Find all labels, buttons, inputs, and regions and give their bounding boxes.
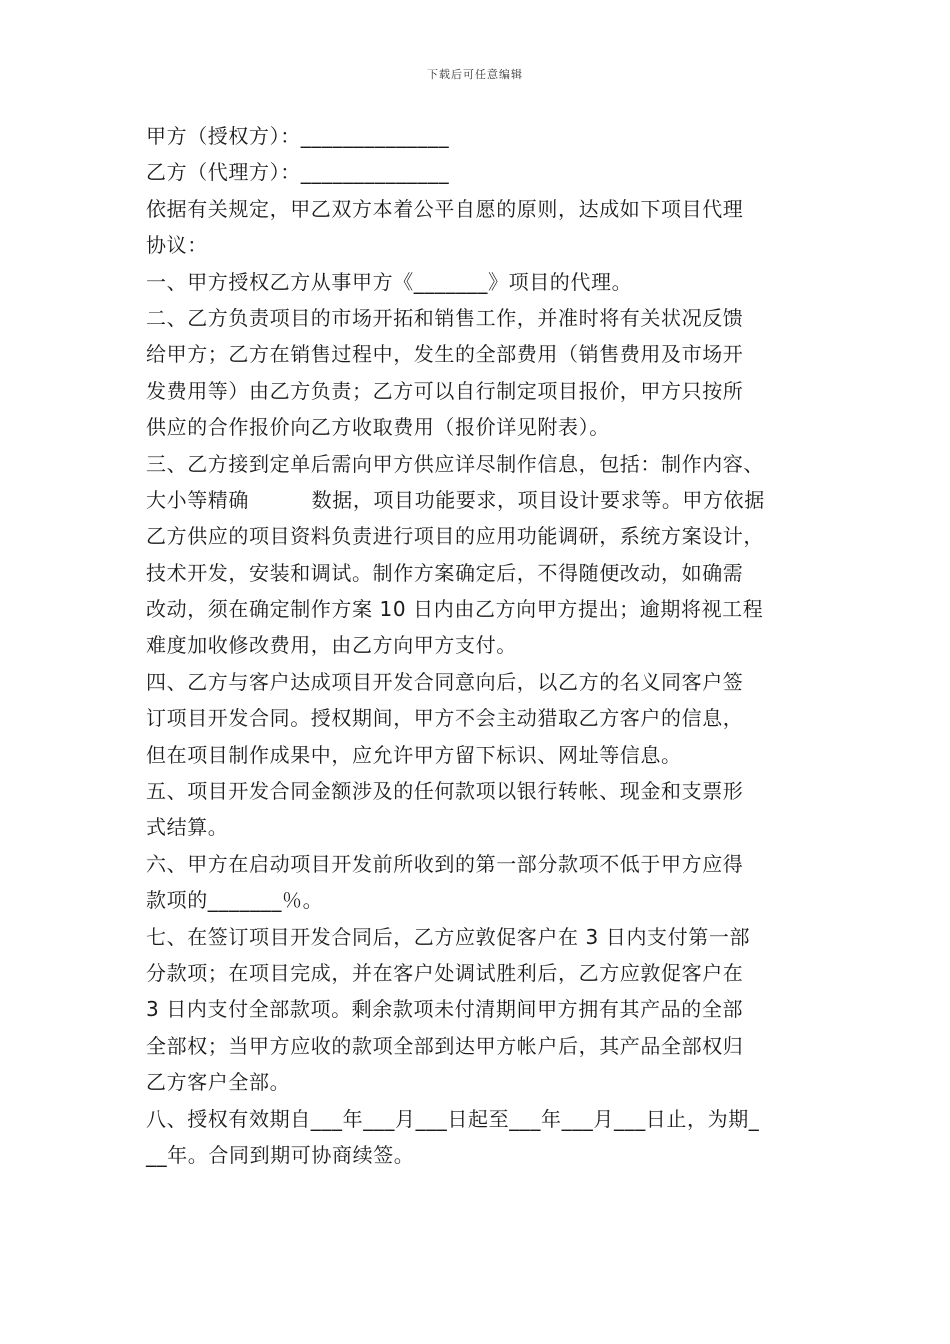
clause-6-line-2: 款项的_______％。	[146, 888, 324, 913]
clause-2-line-1: 二、乙方负责项目的市场开拓和销售工作，并准时将有关状况反馈	[146, 305, 744, 330]
clause-5-line-1: 五、项目开发合同金额涉及的任何款项以银行转帐、现金和支票形	[146, 779, 744, 804]
clause-2-line-2: 给甲方；乙方在销售过程中，发生的全部费用（销售费用及市场开	[146, 342, 744, 367]
clause-3-line-3: 乙方供应的项目资料负责进行项目的应用功能调研，系统方案设计，	[146, 524, 764, 549]
clause-3-line-4: 技术开发，安装和调试。制作方案确定后，不得随便改动，如确需	[146, 560, 744, 585]
clause-8-line-2: __年。合同到期可协商续签。	[146, 1142, 415, 1167]
clause-7-line-2: 分款项；在项目完成，并在客户处调试胜利后，乙方应敦促客户在	[146, 960, 744, 985]
clause-7-line-4: 全部权；当甲方应收的款项全部到达甲方帐户后，其产品全部权归	[146, 1033, 744, 1058]
page-header: 下载后可任意编辑	[427, 68, 523, 81]
contract-body	[146, 118, 806, 1173]
clause-7-line-5: 乙方客户全部。	[146, 1070, 291, 1095]
clause-7-line-3: 3 日内支付全部款项。剩余款项未付清期间甲方拥有其产品的全部	[146, 997, 744, 1022]
clause-3-line-5: 改动，须在确定制作方案 10 日内由乙方向甲方提出；逾期将视工程	[146, 597, 764, 622]
party-a-line: 甲方（授权方）：______________	[146, 124, 450, 148]
clause-8-line-1: 八、授权有效期自___年___月___日起至___年___月___日止，为期_	[146, 1106, 760, 1131]
clause-7-line-1: 七、在签订项目开发合同后，乙方应敦促客户在 3 日内支付第一部	[146, 924, 751, 949]
preamble-line-2: 协议：	[146, 233, 208, 258]
party-b-line: 乙方（代理方）：______________	[146, 160, 450, 185]
clause-1-line-1: 一、甲方授权乙方从事甲方《_______》项目的代理。	[146, 269, 633, 294]
clause-3-line-6: 难度加收修改费用，由乙方向甲方支付。	[146, 633, 517, 658]
clause-2-line-4: 供应的合作报价向乙方收取费用（报价详见附表）。	[146, 415, 610, 440]
clause-4-line-3: 但在项目制作成果中，应允许甲方留下标识、网址等信息。	[146, 742, 682, 767]
clause-3-line-2: 大小等精确 数据，项目功能要求，项目设计要求等。甲方依据	[146, 487, 765, 512]
clause-6-line-1: 六、甲方在启动项目开发前所收到的第一部分款项不低于甲方应得	[146, 851, 744, 876]
clause-3-line-1: 三、乙方接到定单后需向甲方供应详尽制作信息，包括：制作内容、	[146, 451, 764, 476]
clause-4-line-1: 四、乙方与客户达成项目开发合同意向后，以乙方的名义同客户签	[146, 669, 744, 694]
clause-2-line-3: 发费用等）由乙方负责；乙方可以自行制定项目报价，甲方只按所	[146, 378, 744, 403]
clause-5-line-2: 式结算。	[146, 815, 229, 840]
clause-4-line-2: 订项目开发合同。授权期间，甲方不会主动猎取乙方客户的信息，	[146, 706, 744, 731]
preamble-line-1: 依据有关规定，甲乙双方本着公平自愿的原则，达成如下项目代理	[146, 196, 744, 221]
